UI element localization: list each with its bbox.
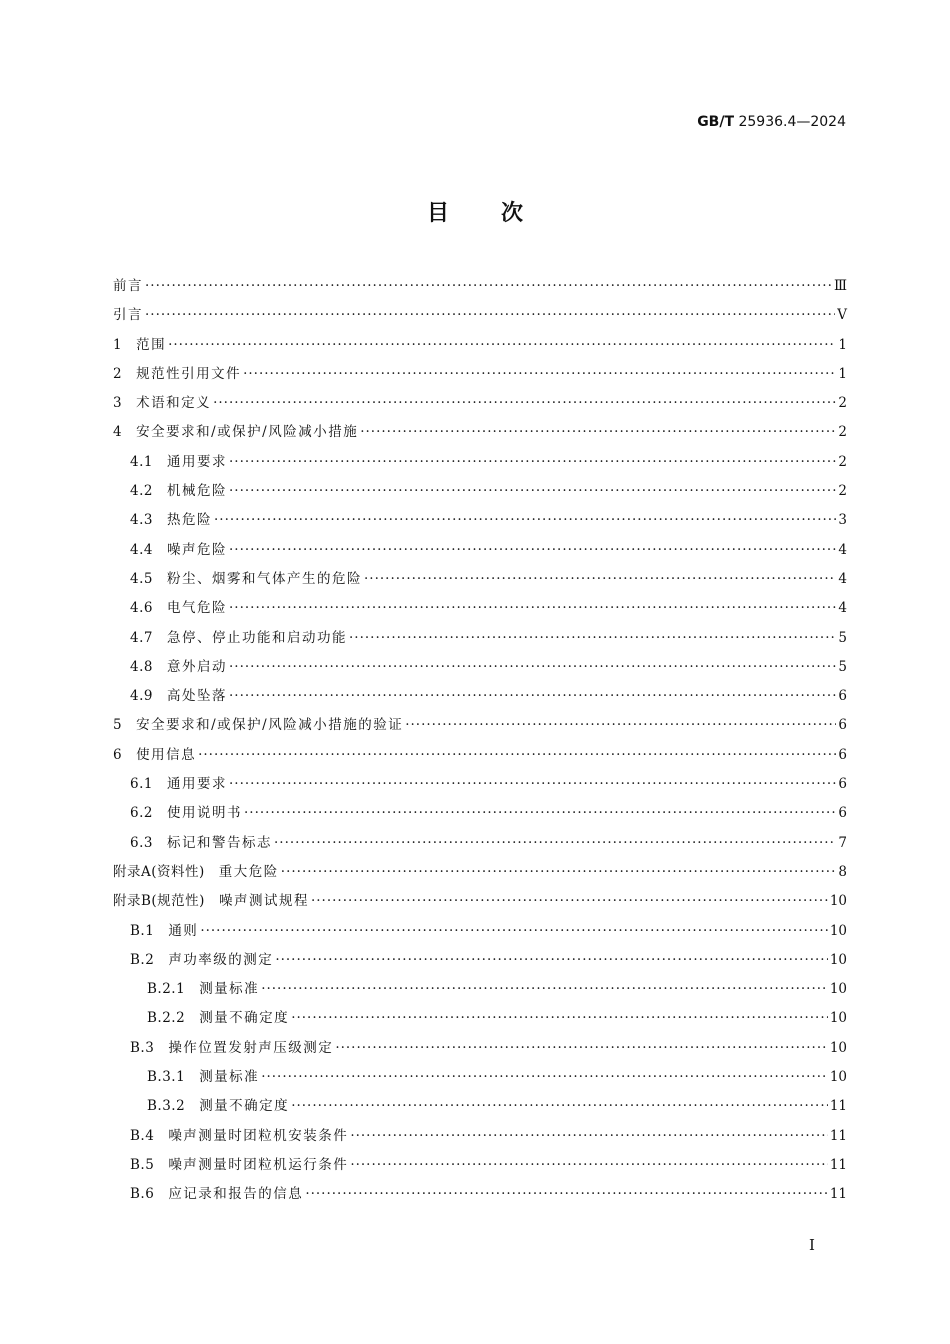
toc-entry-label: 通用要求 bbox=[166, 453, 227, 470]
toc-entry-page: 11 bbox=[829, 1156, 847, 1173]
toc-entry[interactable] bbox=[113, 799, 847, 828]
toc-entry-number: 6.1 bbox=[130, 776, 153, 793]
toc-entry[interactable] bbox=[113, 829, 847, 858]
toc-leader-dots bbox=[291, 1092, 828, 1121]
toc-entry-page: 10 bbox=[829, 922, 847, 939]
toc-entry-label: 噪声测量时团粒机运行条件 bbox=[168, 1156, 349, 1173]
toc-entry[interactable] bbox=[113, 741, 847, 770]
toc-entry-label: 规范性引用文件 bbox=[136, 365, 242, 382]
toc-entry[interactable] bbox=[113, 624, 847, 653]
toc-leader-dots bbox=[360, 418, 836, 447]
toc-entry-page: 2 bbox=[838, 453, 847, 470]
toc-entry-page: 6 bbox=[838, 805, 847, 822]
toc-entry-label: 声功率级的测定 bbox=[168, 951, 274, 968]
toc-entry-label: 噪声危险 bbox=[166, 541, 227, 558]
toc-entry-number: B.2.1 bbox=[147, 981, 186, 998]
toc-entry[interactable] bbox=[113, 360, 847, 389]
toc-entry[interactable] bbox=[113, 594, 847, 623]
toc-entry-page: 11 bbox=[829, 1186, 847, 1203]
toc-leader-dots bbox=[214, 506, 836, 535]
toc-entry-label: 机械危险 bbox=[166, 483, 227, 500]
toc-entry-label: 通则 bbox=[168, 922, 199, 939]
toc-leader-dots bbox=[350, 1122, 828, 1151]
toc-entry[interactable] bbox=[113, 331, 847, 360]
toc-entry[interactable] bbox=[113, 1180, 847, 1209]
toc-leader-dots bbox=[274, 829, 836, 858]
toc-entry-number: B.3.2 bbox=[147, 1098, 186, 1115]
toc-entry-number: 4.6 bbox=[130, 600, 153, 617]
toc-entry-number: 6.2 bbox=[130, 805, 153, 822]
toc-entry-label: 通用要求 bbox=[166, 776, 227, 793]
toc-entry-label: 使用信息 bbox=[136, 746, 197, 763]
toc-leader-dots bbox=[145, 272, 832, 301]
toc-entry-label: 操作位置发射声压级测定 bbox=[168, 1039, 334, 1056]
toc-leader-dots bbox=[261, 975, 828, 1004]
toc-leader-dots bbox=[229, 477, 836, 506]
toc-entry-page: 10 bbox=[829, 893, 847, 910]
toc-entry-label: 高处坠落 bbox=[166, 688, 227, 705]
toc-entry[interactable] bbox=[113, 917, 847, 946]
toc-entry[interactable] bbox=[113, 448, 847, 477]
toc-entry[interactable] bbox=[113, 858, 847, 887]
toc-entry[interactable] bbox=[113, 1063, 847, 1092]
toc-entry-label: 应记录和报告的信息 bbox=[168, 1186, 304, 1203]
page-title: 目次 bbox=[426, 201, 575, 226]
toc-entry[interactable] bbox=[113, 536, 847, 565]
page-number: Ⅰ bbox=[809, 1236, 815, 1254]
toc-entry-number: 5 bbox=[113, 717, 123, 734]
toc-entry-number: B.3.1 bbox=[147, 1069, 186, 1086]
toc-entry-page: 1 bbox=[838, 336, 847, 353]
toc-entry[interactable] bbox=[113, 477, 847, 506]
toc-entry-number: 6 bbox=[113, 746, 123, 763]
toc-entry[interactable] bbox=[113, 975, 847, 1004]
standard-code: 25936.4—2024 bbox=[738, 114, 846, 130]
toc-entry-page: 11 bbox=[829, 1127, 847, 1144]
toc-entry-number: 4.3 bbox=[130, 512, 153, 529]
toc-entry-label: 测量标准 bbox=[199, 1069, 260, 1086]
toc-entry-number: B.4 bbox=[130, 1127, 155, 1144]
toc-entry-number: 附录A(资料性) bbox=[113, 863, 205, 880]
toc-entry-label: 引言 bbox=[113, 307, 143, 324]
toc-entry-page: 6 bbox=[838, 717, 847, 734]
toc-entry[interactable] bbox=[113, 1122, 847, 1151]
toc-leader-dots bbox=[145, 301, 835, 330]
toc-entry-page: 2 bbox=[838, 483, 847, 500]
toc-entry-page: 4 bbox=[838, 600, 847, 617]
toc-entry-page: 4 bbox=[838, 570, 847, 587]
toc-entry-page: 6 bbox=[838, 776, 847, 793]
toc-entry[interactable] bbox=[113, 272, 847, 301]
toc-leader-dots bbox=[275, 946, 828, 975]
toc-leader-dots bbox=[229, 594, 836, 623]
toc-entry-page: 8 bbox=[838, 863, 847, 880]
toc-entry-page: 10 bbox=[829, 1039, 847, 1056]
toc-entry-number: B.1 bbox=[130, 922, 155, 939]
toc-leader-dots bbox=[243, 360, 836, 389]
toc-entry-number: B.3 bbox=[130, 1039, 155, 1056]
toc-entry-page: 10 bbox=[829, 1069, 847, 1086]
toc-entry-number: 附录B(规范性) bbox=[113, 893, 205, 910]
toc-entry-number: B.2 bbox=[130, 951, 155, 968]
toc-entry[interactable] bbox=[113, 711, 847, 740]
toc-entry-page: 10 bbox=[829, 951, 847, 968]
toc-leader-dots bbox=[213, 389, 836, 418]
toc-leader-dots bbox=[305, 1180, 828, 1209]
toc-leader-dots bbox=[229, 536, 836, 565]
toc-entry-label: 重大危险 bbox=[218, 863, 279, 880]
toc-entry-label: 标记和警告标志 bbox=[166, 834, 272, 851]
toc-entry[interactable] bbox=[113, 506, 847, 535]
toc-entry-page: 1 bbox=[838, 365, 847, 382]
toc-entry-page: 7 bbox=[838, 834, 847, 851]
toc-entry-number: 3 bbox=[113, 395, 123, 412]
toc-entry-page: 4 bbox=[838, 541, 847, 558]
toc-entry-label: 噪声测试规程 bbox=[218, 893, 309, 910]
toc-leader-dots bbox=[364, 565, 836, 594]
toc-entry[interactable] bbox=[113, 946, 847, 975]
toc-entry[interactable] bbox=[113, 418, 847, 447]
toc-entry-page: 10 bbox=[829, 1010, 847, 1027]
toc-entry-number: 1 bbox=[113, 336, 123, 353]
toc-entry-page: 6 bbox=[838, 746, 847, 763]
toc-entry-page: 5 bbox=[838, 629, 847, 646]
toc-entry[interactable] bbox=[113, 301, 847, 330]
toc-entry[interactable] bbox=[113, 653, 847, 682]
toc-entry-label: 测量标准 bbox=[199, 981, 260, 998]
toc-entry-number: 6.3 bbox=[130, 834, 153, 851]
toc-leader-dots bbox=[281, 858, 837, 887]
toc-entry-number: 4.4 bbox=[130, 541, 153, 558]
toc-leader-dots bbox=[229, 448, 836, 477]
toc-leader-dots bbox=[335, 1034, 828, 1063]
toc-entry-number: 4.7 bbox=[130, 629, 153, 646]
toc-entry[interactable] bbox=[113, 1092, 847, 1121]
toc-entry[interactable] bbox=[113, 682, 847, 711]
toc-leader-dots bbox=[244, 799, 836, 828]
toc-entry-number: 4.9 bbox=[130, 688, 153, 705]
toc-entry-label: 范围 bbox=[136, 336, 167, 353]
toc-entry-label: 电气危险 bbox=[166, 600, 227, 617]
toc-entry[interactable] bbox=[113, 887, 847, 916]
toc-entry-number: B.2.2 bbox=[147, 1010, 186, 1027]
standard-prefix: GB/T bbox=[697, 114, 735, 130]
toc-entry-number: 4.2 bbox=[130, 483, 153, 500]
toc-leader-dots bbox=[200, 917, 828, 946]
toc-leader-dots bbox=[229, 682, 836, 711]
toc-entry-label: 前言 bbox=[113, 278, 143, 294]
toc-leader-dots bbox=[291, 1004, 828, 1033]
toc-entry-page: Ⅲ bbox=[833, 278, 847, 294]
toc-entry-label: 热危险 bbox=[166, 512, 212, 529]
toc-entry-page: 3 bbox=[838, 512, 847, 529]
toc-entry-page: 10 bbox=[829, 981, 847, 998]
toc-leader-dots bbox=[229, 770, 836, 799]
toc-entry-page: 11 bbox=[829, 1098, 847, 1115]
toc-entry-page: 5 bbox=[838, 658, 847, 675]
toc-entry-label: 噪声测量时团粒机安装条件 bbox=[168, 1127, 349, 1144]
table-of-contents bbox=[113, 272, 847, 1210]
toc-entry-number: 4.1 bbox=[130, 453, 153, 470]
toc-entry-label: 意外启动 bbox=[166, 658, 227, 675]
toc-entry-label: 粉尘、烟雾和气体产生的危险 bbox=[166, 570, 362, 587]
toc-entry-label: 使用说明书 bbox=[166, 805, 242, 822]
toc-leader-dots bbox=[349, 624, 836, 653]
toc-leader-dots bbox=[198, 741, 836, 770]
toc-entry[interactable] bbox=[113, 565, 847, 594]
toc-entry[interactable] bbox=[113, 1034, 847, 1063]
toc-entry-label: 急停、停止功能和启动功能 bbox=[166, 629, 347, 646]
toc-entry[interactable] bbox=[113, 1004, 847, 1033]
toc-leader-dots bbox=[168, 331, 836, 360]
standard-number bbox=[697, 114, 846, 130]
toc-leader-dots bbox=[311, 887, 828, 916]
toc-entry-page: 2 bbox=[838, 424, 847, 441]
toc-entry-number: 2 bbox=[113, 365, 123, 382]
toc-entry-page: Ⅴ bbox=[837, 307, 847, 324]
toc-entry-number: B.5 bbox=[130, 1156, 155, 1173]
toc-entry-page: 2 bbox=[838, 395, 847, 412]
toc-entry-label: 测量不确定度 bbox=[199, 1010, 290, 1027]
toc-entry[interactable] bbox=[113, 770, 847, 799]
toc-entry-number: 4 bbox=[113, 424, 123, 441]
toc-entry[interactable] bbox=[113, 389, 847, 418]
toc-leader-dots bbox=[229, 653, 836, 682]
toc-entry-label: 测量不确定度 bbox=[199, 1098, 290, 1115]
toc-entry-number: 4.8 bbox=[130, 658, 153, 675]
toc-leader-dots bbox=[261, 1063, 828, 1092]
toc-entry-number: 4.5 bbox=[130, 570, 153, 587]
toc-entry-label: 安全要求和/或保护/风险减小措施 bbox=[136, 424, 359, 441]
toc-entry-label: 术语和定义 bbox=[136, 395, 212, 412]
toc-leader-dots bbox=[350, 1151, 828, 1180]
toc-entry-number: B.6 bbox=[130, 1186, 155, 1203]
toc-entry[interactable] bbox=[113, 1151, 847, 1180]
toc-entry-page: 6 bbox=[838, 688, 847, 705]
toc-leader-dots bbox=[405, 711, 836, 740]
toc-entry-label: 安全要求和/或保护/风险减小措施的验证 bbox=[136, 717, 404, 734]
